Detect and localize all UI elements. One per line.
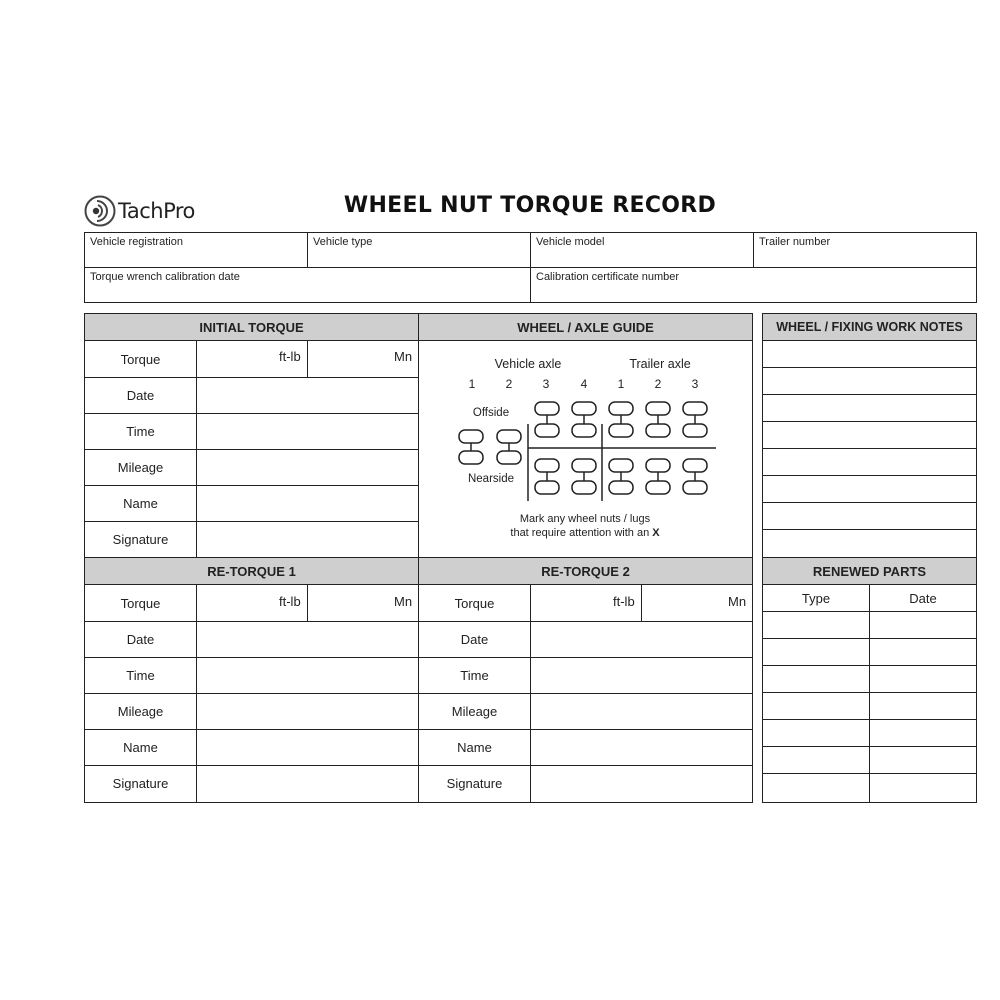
notes-line (763, 475, 976, 476)
renewed-date-header: Date (909, 590, 937, 606)
initial-torque-heading: INITIAL TORQUE (85, 314, 418, 341)
certificate-number-field[interactable]: Calibration certificate number (536, 271, 680, 283)
parts-line (763, 665, 976, 666)
vehicle-model-field[interactable]: Vehicle model (536, 236, 605, 248)
parts-line (763, 746, 976, 747)
notes-line (763, 367, 976, 368)
guide-instruction (470, 512, 700, 540)
brand-name: TachPro (118, 199, 195, 223)
retorque-2-heading: RE-TORQUE 2 (419, 558, 752, 585)
trailer-number-field[interactable]: Trailer number (759, 236, 831, 248)
initial-mileage-label: Mileage (117, 459, 164, 475)
initial-date-label: Date (126, 387, 155, 403)
guide-instruction-mark: X (652, 527, 660, 539)
tachpro-logo (84, 195, 195, 227)
retorque1-unit-ftlb: ft-lb (279, 594, 301, 609)
parts-line (763, 638, 976, 639)
retorque2-date-label: Date (460, 631, 489, 647)
work-notes-heading: WHEEL / FIXING WORK NOTES (763, 314, 976, 341)
axle-1-wheels (459, 430, 483, 464)
trailer-axle-3: 3 (691, 377, 699, 391)
nearside-label: Nearside (467, 473, 515, 485)
parts-line (763, 611, 976, 612)
retorque2-unit-mn: Mn (728, 594, 747, 609)
notes-line (763, 448, 976, 449)
axle-2-wheels (497, 430, 521, 464)
offside-label: Offside (472, 407, 510, 419)
initial-torque-label: Torque (120, 351, 161, 367)
retorque2-torque-label: Torque (454, 595, 495, 611)
renewed-parts-heading: RENEWED PARTS (763, 558, 976, 585)
retorque2-name-label: Name (457, 739, 492, 755)
parts-line (763, 719, 976, 720)
retorque1-date-label: Date (126, 631, 155, 647)
initial-time-label: Time (126, 423, 155, 439)
vehicle-type-field[interactable]: Vehicle type (313, 236, 373, 248)
retorque1-mileage-label: Mileage (117, 703, 164, 719)
notes-line (763, 502, 976, 503)
retorque2-time-label: Time (460, 667, 489, 683)
retorque1-torque-label: Torque (120, 595, 161, 611)
initial-unit-mn: Mn (394, 349, 413, 364)
initial-name-label: Name (123, 495, 158, 511)
retorque-1-heading: RE-TORQUE 1 (85, 558, 418, 585)
parts-line (763, 773, 976, 774)
notes-line (763, 529, 976, 530)
retorque1-signature-label: Signature (112, 776, 169, 791)
vehicle-registration-field[interactable]: Vehicle registration (90, 236, 183, 248)
vehicle-axle-4: 4 (580, 377, 588, 391)
divider (307, 585, 308, 621)
initial-unit-ftlb: ft-lb (279, 349, 301, 364)
page-title: WHEEL NUT TORQUE RECORD (343, 193, 717, 218)
divider (869, 585, 870, 802)
retorque2-mileage-label: Mileage (451, 703, 498, 719)
vehicle-axle-3: 3 (542, 377, 550, 391)
trailer-axle-2: 2 (654, 377, 662, 391)
vehicle-axle-1: 1 (468, 377, 476, 391)
axle-guide-heading: WHEEL / AXLE GUIDE (419, 314, 752, 341)
retorque2-unit-ftlb: ft-lb (613, 594, 635, 609)
retorque1-unit-mn: Mn (394, 594, 413, 609)
trailer-axle-1: 1 (617, 377, 625, 391)
logo-signal-icon (84, 195, 116, 227)
divider (307, 341, 308, 377)
guide-instruction-line1: Mark any wheel nuts / lugs (519, 513, 651, 525)
parts-line (763, 692, 976, 693)
vehicle-axle-label: Vehicle axle (494, 357, 562, 371)
calibration-date-field[interactable]: Torque wrench calibration date (90, 271, 240, 283)
retorque1-name-label: Name (123, 739, 158, 755)
renewed-type-header: Type (801, 590, 831, 606)
guide-instruction-line2: that require attention with an X (510, 527, 660, 539)
retorque2-signature-label: Signature (446, 776, 503, 791)
initial-signature-label: Signature (112, 531, 169, 547)
notes-line (763, 394, 976, 395)
vehicle-axle-2: 2 (505, 377, 513, 391)
retorque1-time-label: Time (126, 667, 155, 683)
divider (641, 585, 642, 621)
notes-line (763, 421, 976, 422)
trailer-axle-label: Trailer axle (629, 357, 691, 371)
